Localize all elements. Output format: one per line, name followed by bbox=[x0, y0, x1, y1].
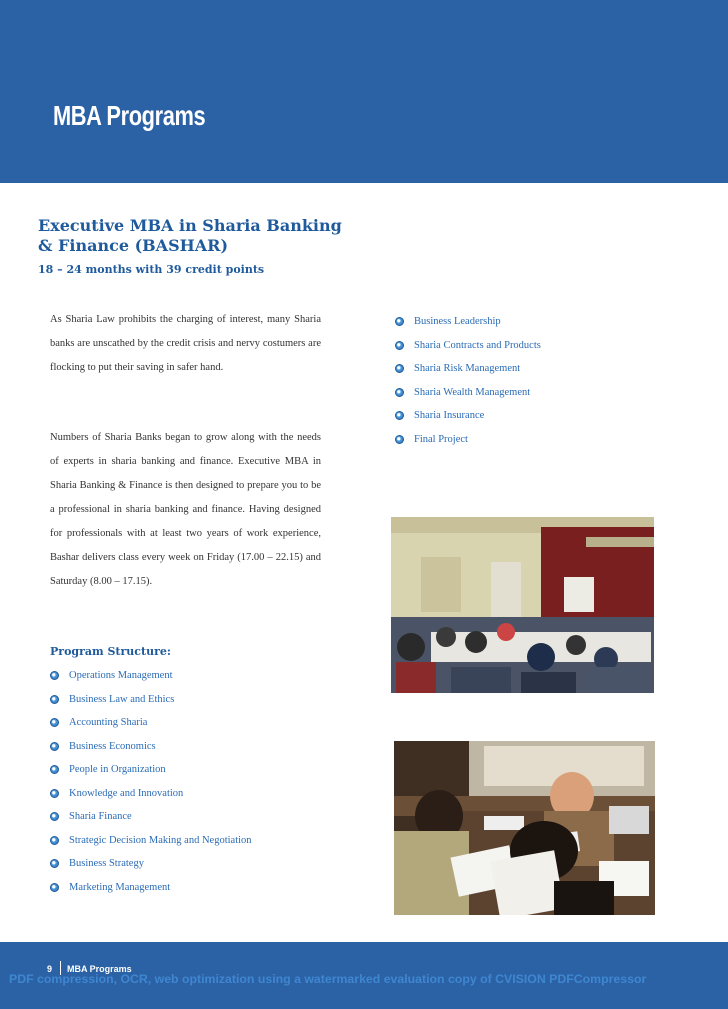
intro-paragraph: As Sharia Law prohibits the charging of interest, many Sharia banks are unscathed by the credit crisis and nervy costumers are flocking to put their saving in safer hand. bbox=[50, 314, 321, 373]
students-studying-photo bbox=[394, 741, 655, 915]
list-item: Business Leadership bbox=[395, 310, 541, 334]
list-item: People in Organization bbox=[50, 758, 252, 782]
list-item: Sharia Finance bbox=[50, 805, 252, 829]
details-paragraph: Numbers of Sharia Banks began to grow along with the needs of experts in sharia banking and finance. Executive MBA in Sharia Banking & Finance is then designed to prepare you to be a professional in sharia banking and finance. Having designed for professionals with at least two years of work experience, Bashar delivers class every week on Friday (17.00 – 22.15) and Saturday (8.00 – 17.15). bbox=[50, 432, 321, 587]
bullet-icon bbox=[395, 411, 404, 420]
list-item: Business Economics bbox=[50, 735, 252, 759]
course-list-left bbox=[50, 664, 252, 899]
classroom-photo bbox=[391, 517, 654, 693]
list-item: Strategic Decision Making and Negotiation bbox=[50, 829, 252, 853]
course-list-right bbox=[395, 310, 541, 451]
page-title: MBA Programs bbox=[53, 100, 206, 131]
bullet-icon bbox=[50, 671, 59, 680]
bullet-icon bbox=[50, 765, 59, 774]
bullet-icon bbox=[395, 435, 404, 444]
list-item: Sharia Wealth Management bbox=[395, 381, 541, 405]
program-structure-heading: Program Structure: bbox=[50, 645, 171, 658]
program-duration: 18 – 24 months with 39 credit points bbox=[38, 263, 265, 276]
bullet-icon bbox=[50, 883, 59, 892]
bullet-icon bbox=[50, 742, 59, 751]
list-item: Marketing Management bbox=[50, 876, 252, 900]
header-band bbox=[0, 0, 728, 183]
bullet-icon bbox=[395, 317, 404, 326]
list-item: Sharia Risk Management bbox=[395, 357, 541, 381]
bullet-icon bbox=[395, 388, 404, 397]
page-number: 9 bbox=[47, 964, 53, 974]
bullet-icon bbox=[50, 812, 59, 821]
list-item: Sharia Contracts and Products bbox=[395, 334, 541, 358]
footer-section-label: MBA Programs bbox=[67, 964, 132, 974]
list-item: Accounting Sharia bbox=[50, 711, 252, 735]
footer-divider bbox=[60, 961, 61, 975]
bullet-icon bbox=[50, 695, 59, 704]
bullet-icon bbox=[50, 859, 59, 868]
bullet-icon bbox=[50, 718, 59, 727]
bullet-icon bbox=[395, 364, 404, 373]
list-item: Final Project bbox=[395, 428, 541, 452]
bullet-icon bbox=[50, 789, 59, 798]
watermark-text: PDF compression, OCR, web optimization using a watermarked evaluation copy of CVISION PDFCompressor bbox=[9, 974, 647, 986]
list-item: Business Law and Ethics bbox=[50, 688, 252, 712]
bullet-icon bbox=[395, 341, 404, 350]
list-item: Business Strategy bbox=[50, 852, 252, 876]
bullet-icon bbox=[50, 836, 59, 845]
list-item: Operations Management bbox=[50, 664, 252, 688]
list-item: Sharia Insurance bbox=[395, 404, 541, 428]
list-item: Knowledge and Innovation bbox=[50, 782, 252, 806]
program-title: Executive MBA in Sharia Banking & Finance (BASHAR) bbox=[38, 216, 342, 255]
